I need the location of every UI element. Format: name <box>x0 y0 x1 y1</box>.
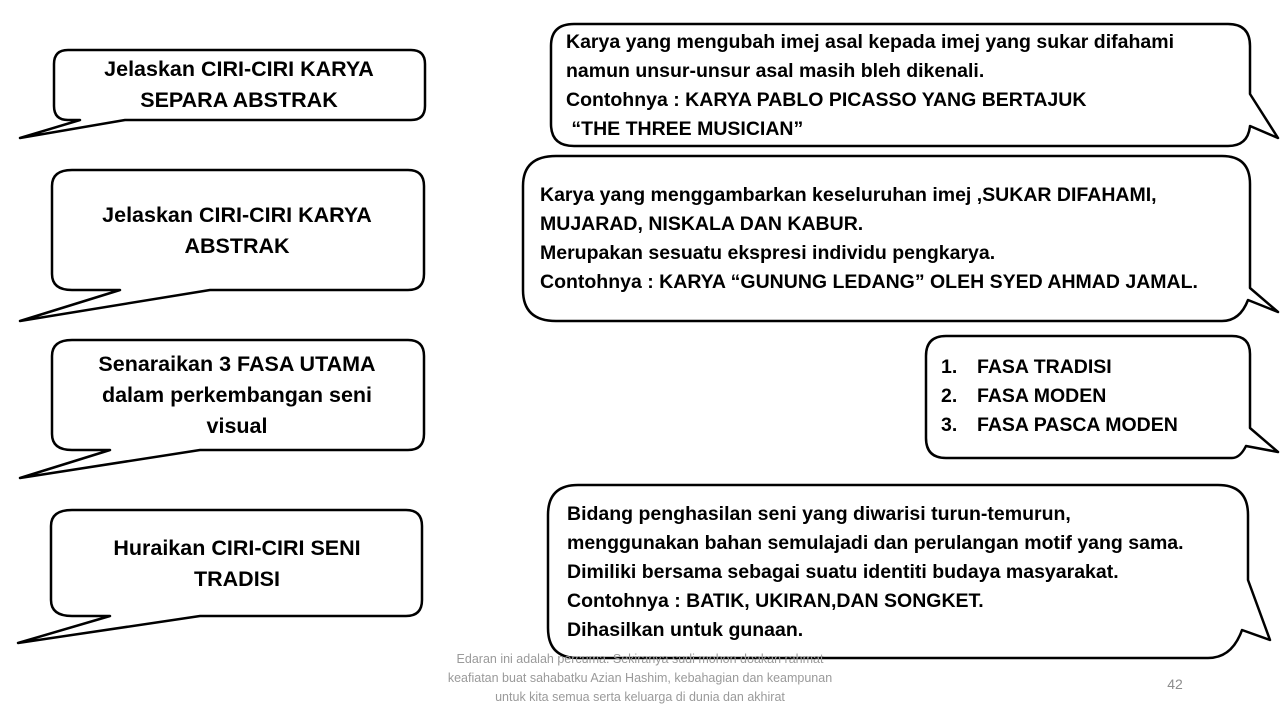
list-item: 1. FASA TRADISI <box>941 356 1112 378</box>
answer-abstrak-text: Karya yang menggambarkan keseluruhan imej ,SUKAR DIFAHAMI, MUJARAD, NISKALA DAN KABUR. Merupakan sesuatu ekspresi individu pengkarya. Contohnya : KARYA “GUNUNG LEDANG” OLEH SYED AHMAD JAMAL. <box>540 184 1198 293</box>
question-2-text: Jelaskan CIRI-CIRI KARYA ABSTRAK <box>102 203 372 258</box>
list-item: 2. FASA MODEN <box>941 385 1107 407</box>
footer-note: Edaran ini adalah percuma. Sekiranya sudi mohon doakan rahmat keafiatan buat sahabatku Azian Hashim, kebahagian dan keampunan untuk kita semua serta keluarga di dunia dan akhirat <box>447 652 833 704</box>
page-number: 42 <box>1167 676 1183 692</box>
answer-separa-abstrak-text: Karya yang mengubah imej asal kepada imej yang sukar difahami namun unsur-unsur asal masih bleh dikenali. Contohnya : KARYA PABLO PICASSO YANG BERTAJUK “THE THREE MUSICIAN” <box>566 31 1174 140</box>
question-4-text: Huraikan CIRI-CIRI SENI TRADISI <box>113 536 361 591</box>
answer-fasa-list <box>941 353 1241 440</box>
question-1-text: Jelaskan CIRI-CIRI KARYA SEPARA ABSTRAK <box>104 57 374 112</box>
answer-seni-tradisi-text: Bidang penghasilan seni yang diwarisi turun-temurun, menggunakan bahan semulajadi dan perulangan motif yang sama. Dimiliki bersama sebagai suatu identiti budaya masyarakat. Contohnya : BATIK, UKIRAN,DAN SONGKET. Dihasilkan untuk gunaan. <box>567 502 1184 641</box>
list-item: 3. FASA PASCA MODEN <box>941 414 1178 436</box>
question-3-text: Senaraikan 3 FASA UTAMA dalam perkembangan seni visual <box>98 351 376 438</box>
